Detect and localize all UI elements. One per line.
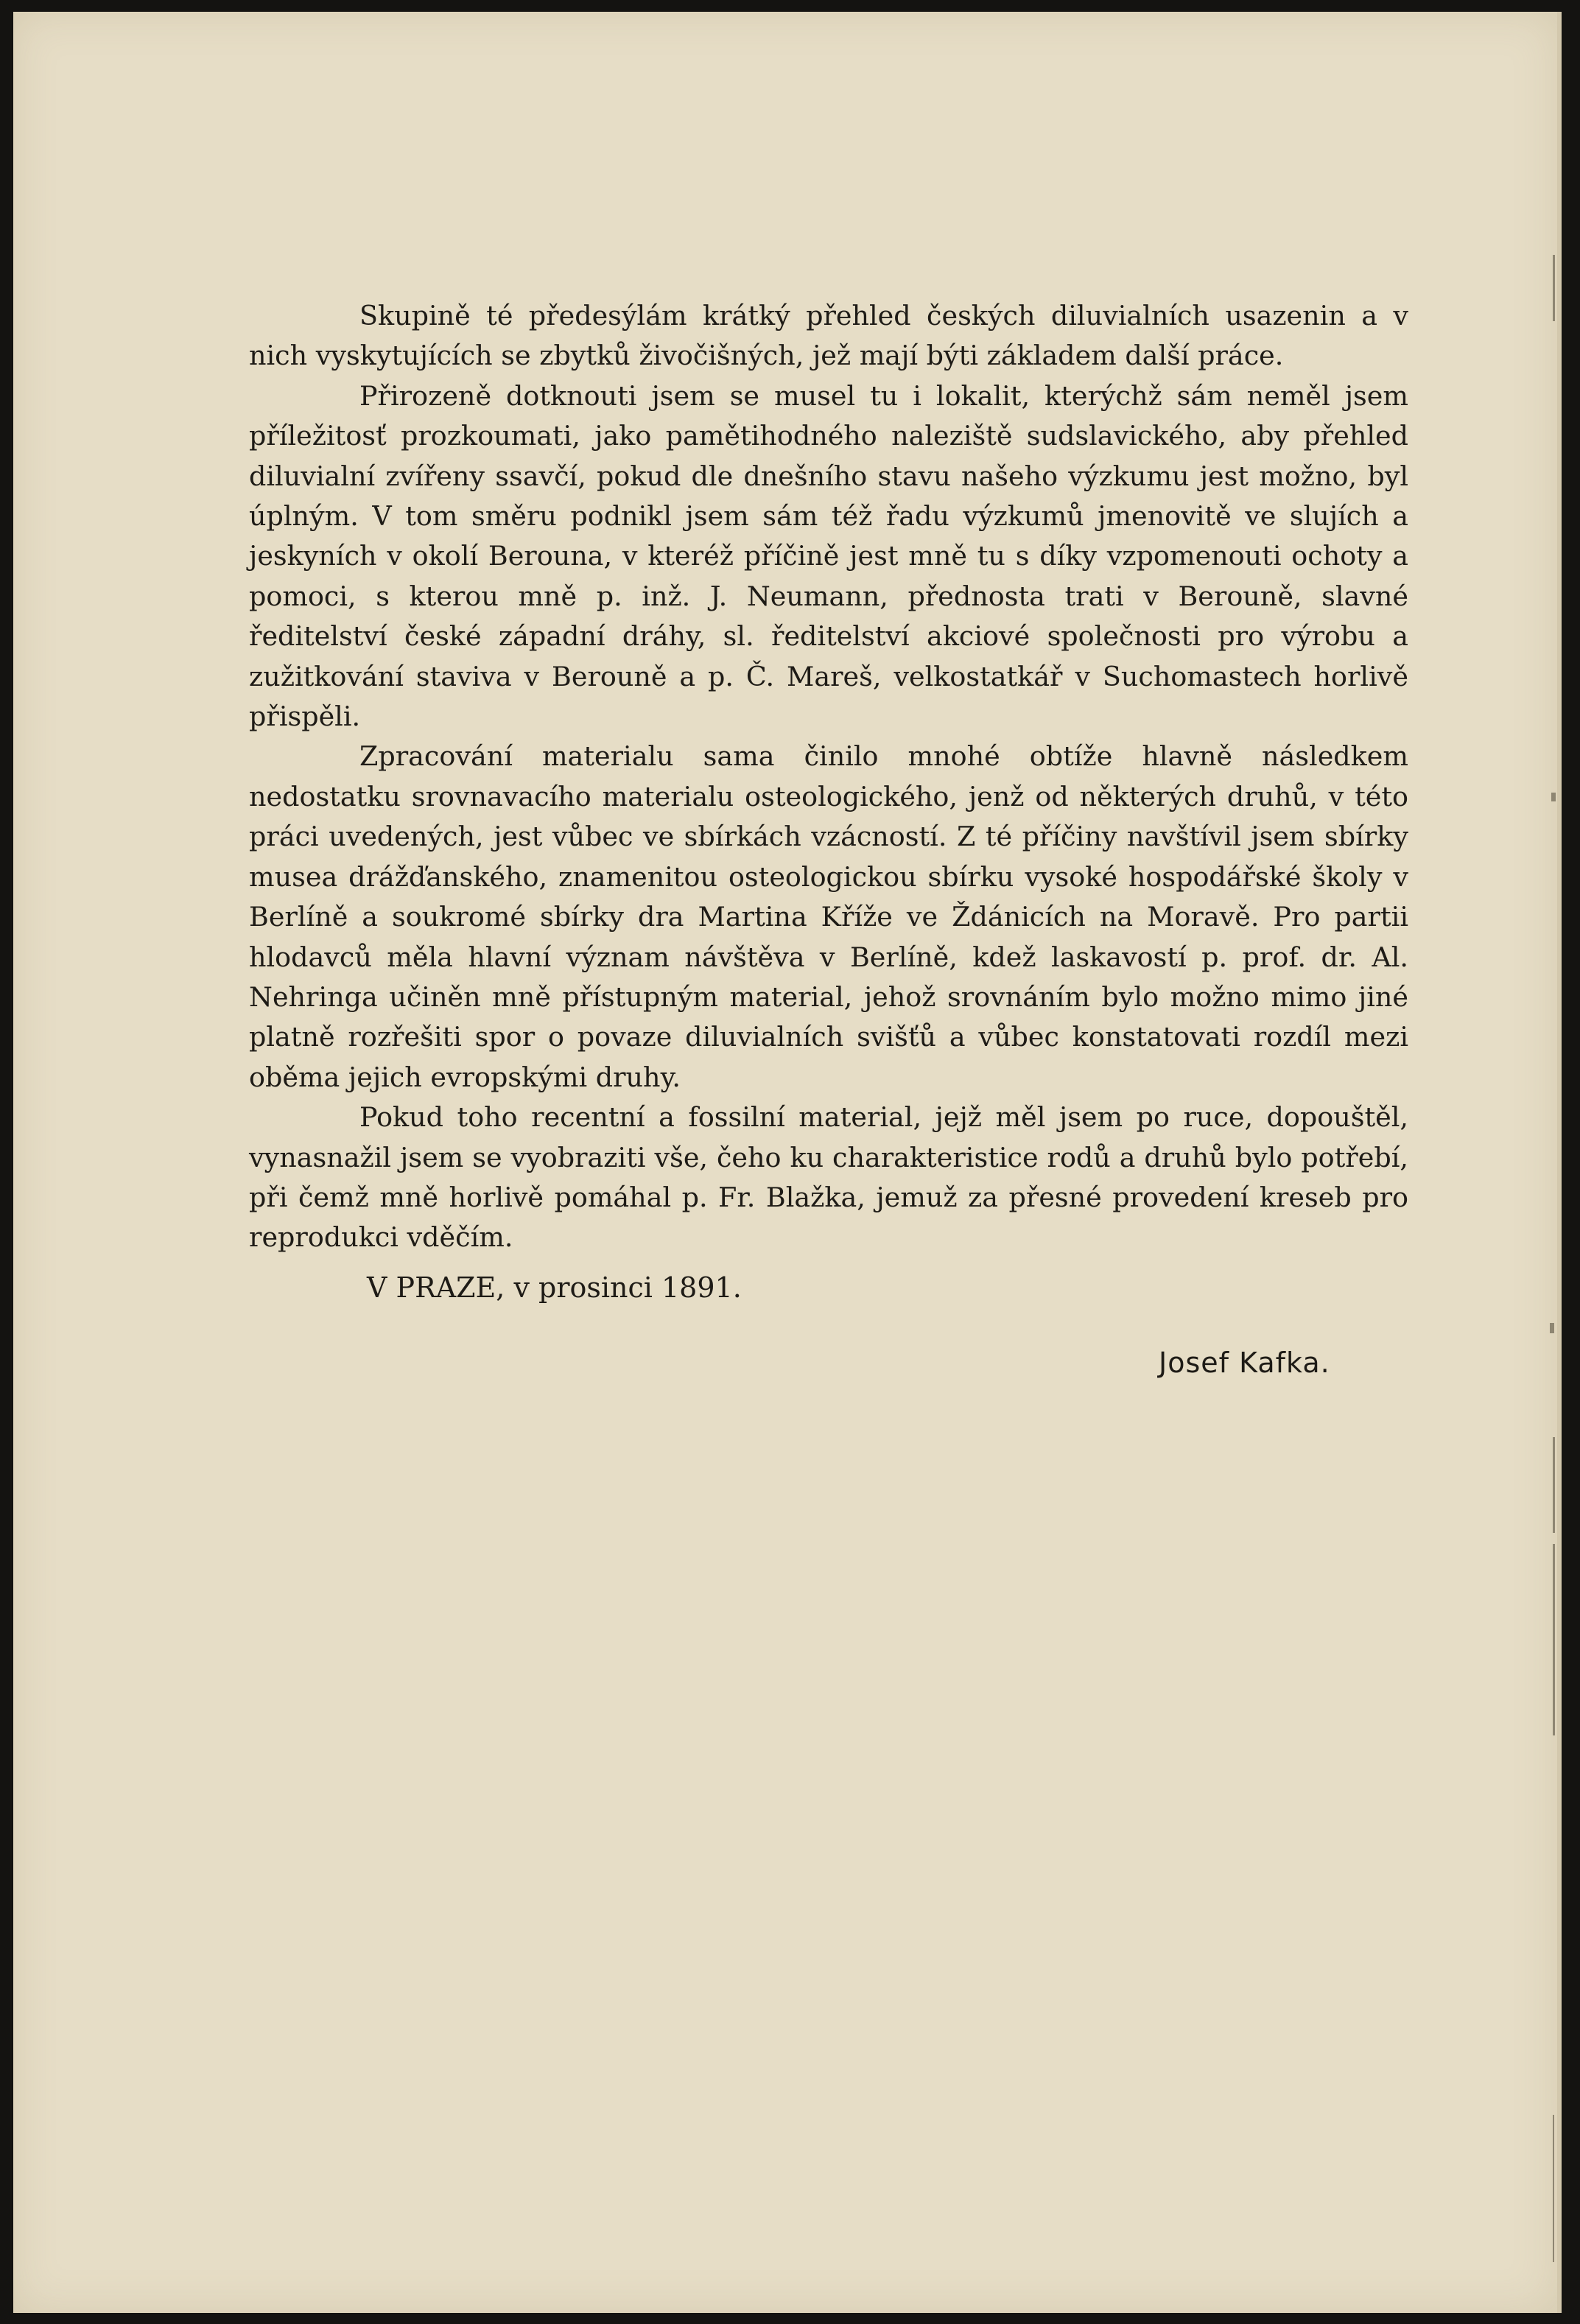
body-text <box>249 296 1408 1258</box>
edge-mark <box>1553 1544 1555 1735</box>
edge-mark <box>1551 793 1556 801</box>
dateline: V PRAZE, v prosinci 1891. <box>367 1271 742 1304</box>
paragraph-1: Skupině té předesýlám krátký přehled českých diluvialních usazenin a v nich vyskytujících se zbytků živočišných, jež mají býti základem další práce. <box>249 300 1408 372</box>
signature: Josef Kafka. <box>1159 1347 1330 1379</box>
edge-mark <box>1553 255 1555 321</box>
paragraph-4: Pokud toho recentní a fossilní material, jejž měl jsem po ruce, dopouštěl, vynasnažil jsem se vyobraziti vše, čeho ku charakteristice rodů a druhů bylo potřebí, při čemž mně horlivě pomáhal p. Fr. Blažka, jemuž za přesné provedení kreseb pro reprodukci vděčím. <box>249 1101 1408 1254</box>
edge-mark <box>1550 1323 1554 1333</box>
edge-mark <box>1553 1437 1555 1533</box>
edge-mark <box>1553 2115 1554 2262</box>
paragraph-3: Zpracování materialu sama činilo mnohé obtíže hlavně následkem nedostatku srovnavacího materialu osteologického, jenž od některých druhů, v této práci uvedených, jest vůbec ve sbírkách vzácností. Z té příčiny navštívil jsem sbírky musea drážďanského, znamenitou osteologickou sbírku vysoké hospodářské školy v Berlíně a soukromé sbírky dra Martina Kříže ve Ždánicích na Moravě. Pro partii hlodavců měla hlavní význam návštěva v Berlíně, kdež laskavostí p. prof. dr. Al. Nehringa učiněn mně přístupným material, jehož srovnáním bylo možno mimo jiné platně rozřešiti spor o povaze diluvialních svišťů a vůbec konstatovati rozdíl mezi oběma jejich evropskými druhy. <box>249 740 1408 1093</box>
paragraph-2: Přirozeně dotknouti jsem se musel tu i lokalit, kterýchž sám neměl jsem příležitosť prozkoumati, jako pamětihodného naleziště sudslavického, aby přehled diluvialní zvířeny ssavčí, pokud dle dnešního stavu našeho výzkumu jest možno, byl úplným. V tom směru podnikl jsem sám též řadu výzkumů jmenovitě ve slujích a jeskyních v okolí Berouna, v kteréž příčině jest mně tu s díky vzpomenouti ochoty a pomoci, s kterou mně p. inž. J. Neumann, přednosta trati v Berouně, slavné ředitelství české západní dráhy, sl. ředitelství akciové společnosti pro výrobu a zužitkování staviva v Berouně a p. Č. Mareš, velkostatkář v Suchomastech horlivě přispěli. <box>249 379 1408 733</box>
